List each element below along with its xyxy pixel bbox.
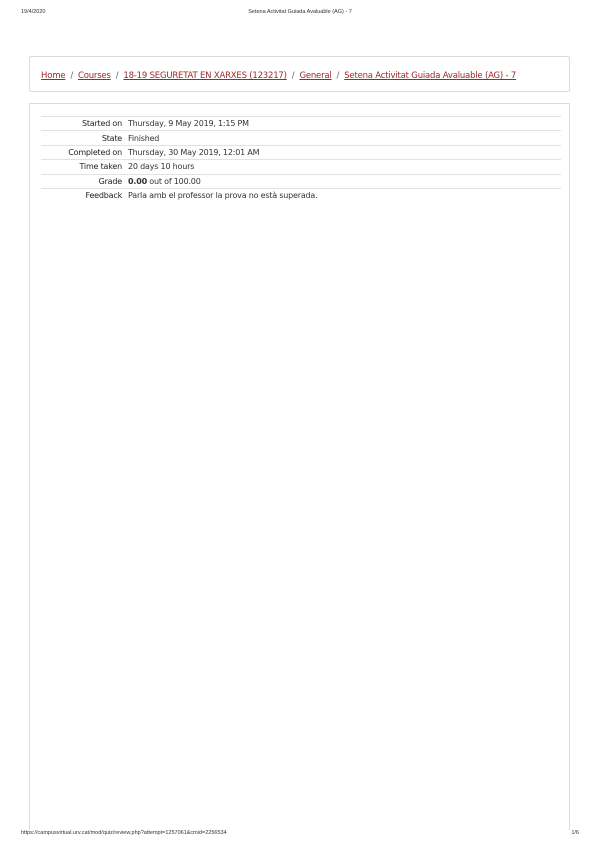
table-row: [41, 117, 561, 131]
print-title: Setena Activitat Guiada Avaluable (AG) - 7: [248, 9, 352, 15]
state-label: State: [101, 133, 122, 143]
grade-label: Grade: [98, 176, 122, 186]
breadcrumb-section-link[interactable]: General: [299, 71, 332, 81]
breadcrumb-home-link[interactable]: Home: [41, 71, 66, 81]
table-row: [41, 131, 561, 145]
time-taken-label: Time taken: [79, 162, 122, 172]
breadcrumb-separator: /: [291, 71, 295, 81]
completed-on-value: Thursday, 30 May 2019, 12:01 AM: [128, 147, 260, 157]
print-page-number: 1/6: [571, 830, 579, 836]
started-on-value: Thursday, 9 May 2019, 1:15 PM: [128, 119, 249, 129]
grade-score: 0.00: [128, 176, 147, 186]
breadcrumb-activity-link[interactable]: Setena Activitat Guiada Avaluable (AG) - 7: [344, 71, 517, 81]
breadcrumb-course-link[interactable]: 18-19 SEGURETAT EN XARXES (123217): [123, 71, 287, 81]
breadcrumb-separator: /: [70, 71, 73, 81]
breadcrumb: [41, 71, 516, 81]
completed-on-label: Completed on: [68, 147, 122, 157]
grade-total: out of 100.00: [146, 176, 201, 186]
started-on-label: Started on: [81, 119, 122, 129]
attempt-summary-table: [41, 116, 561, 203]
grade-value: [126, 174, 561, 188]
breadcrumb-separator: /: [336, 71, 340, 81]
feedback-value: Parla amb el professor la prova no està superada.: [128, 191, 318, 201]
print-url: https://campusvirtual.urv.cat/mod/quiz/review.php?attempt=1257061&cmid=2256534: [21, 830, 227, 836]
table-row: [41, 174, 561, 188]
table-row: [41, 188, 561, 202]
state-value: Finished: [128, 133, 160, 143]
breadcrumb-separator: /: [115, 71, 119, 81]
table-row: [41, 145, 561, 159]
breadcrumb-courses-link[interactable]: Courses: [77, 71, 111, 81]
print-header: [0, 9, 600, 19]
breadcrumb-card: [29, 56, 570, 92]
time-taken-value: 20 days 10 hours: [128, 162, 195, 172]
print-date: 19/4/2020: [21, 9, 46, 15]
feedback-label: Feedback: [85, 191, 122, 201]
table-row: [41, 160, 561, 174]
quiz-review-card: [29, 103, 570, 830]
